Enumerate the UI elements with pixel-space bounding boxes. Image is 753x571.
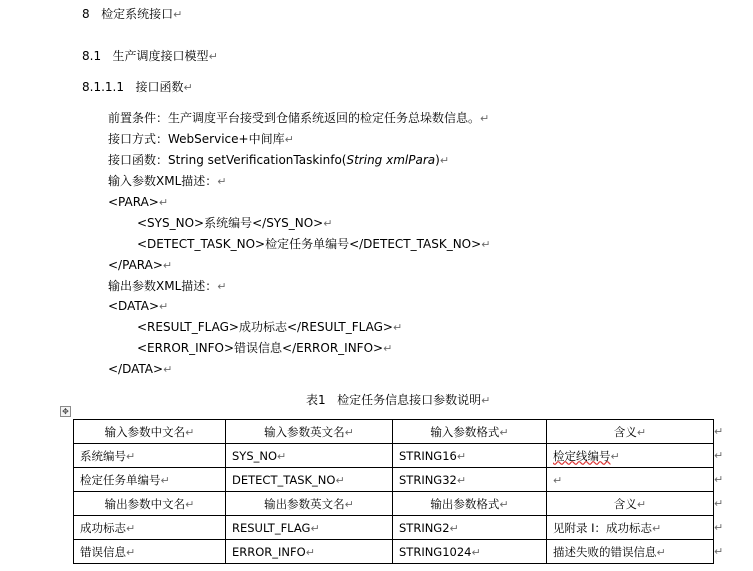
- table-cell: [226, 468, 393, 492]
- cell-text: DETECT_TASK_NO: [232, 472, 336, 487]
- method-paragraph: [108, 131, 294, 148]
- paragraph-mark: ↵: [481, 394, 491, 407]
- cell-text: STRING32: [399, 472, 457, 487]
- table-cell: [547, 540, 714, 564]
- paragraph-mark: ↵: [439, 154, 450, 167]
- paragraph-mark: ↵: [183, 81, 193, 94]
- xml-line: [108, 194, 168, 211]
- header-cell: [226, 492, 393, 516]
- table-cell: [226, 516, 393, 540]
- row-end-mark: ↵: [714, 425, 724, 438]
- header-cell: [547, 420, 714, 444]
- parameter-table: [73, 419, 714, 564]
- cell-text: 描述失败的错误信息: [553, 544, 657, 559]
- table-cell: [393, 540, 547, 564]
- paragraph-mark: ↵: [173, 8, 183, 21]
- section-heading: [82, 6, 182, 23]
- table-caption-text: 表1 检定任务信息接口参数说明: [306, 393, 482, 407]
- cell-mark: ↵: [185, 425, 195, 439]
- paragraph-mark: ↵: [217, 175, 227, 188]
- paragraph-mark: ↵: [217, 280, 227, 293]
- cell-mark: ↵: [636, 425, 647, 439]
- table-caption: [306, 392, 490, 409]
- subsection-number: 8.1: [82, 49, 102, 63]
- table-cell: [393, 444, 547, 468]
- function-suffix: ): [435, 153, 440, 167]
- header-text: 输入参数格式: [430, 424, 500, 439]
- cell-text: 错误信息: [80, 544, 126, 559]
- cell-text: STRING16: [399, 448, 457, 463]
- xml-text: <ERROR_INFO>错误信息</ERROR_INFO>: [137, 341, 384, 355]
- subsubsection-number: 8.1.1.1: [82, 80, 124, 94]
- precondition-paragraph: [108, 110, 489, 127]
- xml-text: <RESULT_FLAG>成功标志</RESULT_FLAG>: [137, 320, 393, 334]
- cell-mark: ↵: [471, 545, 481, 559]
- paragraph-mark: ↵: [392, 321, 403, 334]
- header-cell: [393, 420, 547, 444]
- row-end-mark: ↵: [714, 473, 724, 486]
- cell-text: RESULT_FLAG: [232, 520, 311, 535]
- input-desc-paragraph: [108, 173, 226, 190]
- cell-text: SYS_NO: [232, 448, 278, 463]
- header-text: 输入参数中文名: [104, 424, 186, 439]
- cell-mark: ↵: [652, 521, 662, 535]
- header-cell: [226, 420, 393, 444]
- cell-mark: ↵: [185, 497, 195, 511]
- cell-mark: ↵: [499, 497, 509, 511]
- xml-line: [137, 319, 402, 336]
- table-cell: [393, 516, 547, 540]
- cell-mark: ↵: [449, 521, 459, 535]
- cell-mark: ↵: [277, 449, 287, 463]
- header-text: 含义: [613, 496, 637, 511]
- table-cell: [74, 516, 226, 540]
- input-desc-text: 输入参数XML描述：: [108, 174, 218, 188]
- table-cell: [226, 540, 393, 564]
- table-cell: [74, 444, 226, 468]
- table-row: [74, 468, 714, 492]
- cell-mark: ↵: [126, 545, 136, 559]
- cell-mark: ↵: [126, 521, 136, 535]
- section-number: 8: [82, 7, 90, 21]
- table-cell: [74, 468, 226, 492]
- xml-line: [137, 236, 490, 253]
- cell-mark: ↵: [310, 521, 320, 535]
- subsubsection-title: 接口函数: [135, 80, 184, 94]
- table-cell: [547, 516, 714, 540]
- paragraph-mark: ↵: [383, 342, 393, 355]
- cell-text: 系统编号: [80, 448, 126, 463]
- cell-text: ERROR_INFO: [232, 544, 306, 559]
- precondition-text: 前置条件：生产调度平台接受到仓储系统返回的检定任务总垛数信息。: [108, 111, 481, 125]
- paragraph-mark: ↵: [158, 196, 169, 209]
- function-param: String xmlPara: [346, 153, 436, 167]
- paragraph-mark: ↵: [284, 133, 294, 146]
- header-cell: [547, 492, 714, 516]
- header-cell: [393, 492, 547, 516]
- row-end-mark: ↵: [714, 497, 724, 510]
- cell-mark: ↵: [456, 473, 467, 487]
- paragraph-mark: ↵: [208, 50, 218, 63]
- subsection-title: 生产调度接口模型: [112, 49, 209, 63]
- xml-line: [108, 257, 172, 274]
- paragraph-mark: ↵: [163, 363, 173, 376]
- cell-mark: ↵: [553, 473, 563, 487]
- header-cell: [74, 492, 226, 516]
- xml-line: [108, 361, 172, 378]
- subsubsection-heading: [82, 79, 193, 96]
- table-cell: [393, 468, 547, 492]
- xml-line: [108, 298, 168, 315]
- cell-mark: ↵: [499, 425, 509, 439]
- cell-mark: ↵: [305, 545, 315, 559]
- paragraph-mark: ↵: [480, 112, 490, 125]
- table-move-handle-icon[interactable]: ✥: [60, 406, 71, 417]
- function-prefix: 接口函数：String setVerificationTaskinfo(: [108, 153, 347, 167]
- header-text: 输入参数英文名: [264, 424, 345, 439]
- output-desc-text: 输出参数XML描述：: [108, 279, 218, 293]
- xml-text: <DETECT_TASK_NO>检定任务单编号</DETECT_TASK_NO>: [137, 237, 482, 251]
- cell-mark: ↵: [610, 449, 620, 463]
- xml-text: <PARA>: [108, 195, 159, 209]
- cell-mark: ↵: [335, 473, 345, 487]
- cell-mark: ↵: [656, 545, 666, 559]
- cell-text: 检定任务单编号: [80, 472, 161, 487]
- cell-text: 检定线编号: [553, 448, 611, 463]
- cell-mark: ↵: [160, 473, 170, 487]
- section-title: 检定系统接口: [101, 7, 174, 21]
- cell-text: 见附录 I：成功标志: [553, 520, 653, 535]
- paragraph-mark: ↵: [481, 238, 491, 251]
- xml-text: <SYS_NO>系统编号</SYS_NO>: [137, 216, 324, 230]
- cell-text: STRING1024: [399, 544, 472, 559]
- table-row: [74, 516, 714, 540]
- function-paragraph: [108, 152, 449, 169]
- xml-line: [137, 340, 392, 357]
- paragraph-mark: ↵: [323, 217, 333, 230]
- header-text: 输出参数中文名: [104, 496, 186, 511]
- xml-text: </PARA>: [108, 258, 163, 272]
- row-end-mark: ↵: [714, 449, 724, 462]
- cell-mark: ↵: [636, 497, 647, 511]
- xml-text: <DATA>: [108, 299, 160, 313]
- paragraph-mark: ↵: [159, 300, 169, 313]
- cell-mark: ↵: [126, 449, 136, 463]
- table-header-row: [74, 420, 714, 444]
- cell-mark: ↵: [344, 425, 354, 439]
- table-row: [74, 540, 714, 564]
- table-row: [74, 444, 714, 468]
- header-text: 输出参数格式: [430, 496, 500, 511]
- method-text: 接口方式：WebService+中间库: [108, 132, 285, 146]
- header-text: 输出参数英文名: [264, 496, 345, 511]
- header-cell: [74, 420, 226, 444]
- cell-mark: ↵: [344, 497, 354, 511]
- table-cell: [547, 444, 714, 468]
- header-text: 含义: [613, 424, 637, 439]
- table-cell: [74, 540, 226, 564]
- paragraph-mark: ↵: [162, 259, 173, 272]
- row-end-mark: ↵: [714, 545, 724, 558]
- subsection-heading: [82, 48, 218, 65]
- cell-text: STRING2: [399, 520, 450, 535]
- table-cell: [547, 468, 714, 492]
- table-header-row: [74, 492, 714, 516]
- cell-mark: ↵: [456, 449, 467, 463]
- table-cell: [226, 444, 393, 468]
- cell-text: 成功标志: [80, 520, 126, 535]
- xml-line: [137, 215, 332, 232]
- row-end-mark: ↵: [714, 521, 724, 534]
- xml-text: </DATA>: [108, 362, 164, 376]
- output-desc-paragraph: [108, 278, 226, 295]
